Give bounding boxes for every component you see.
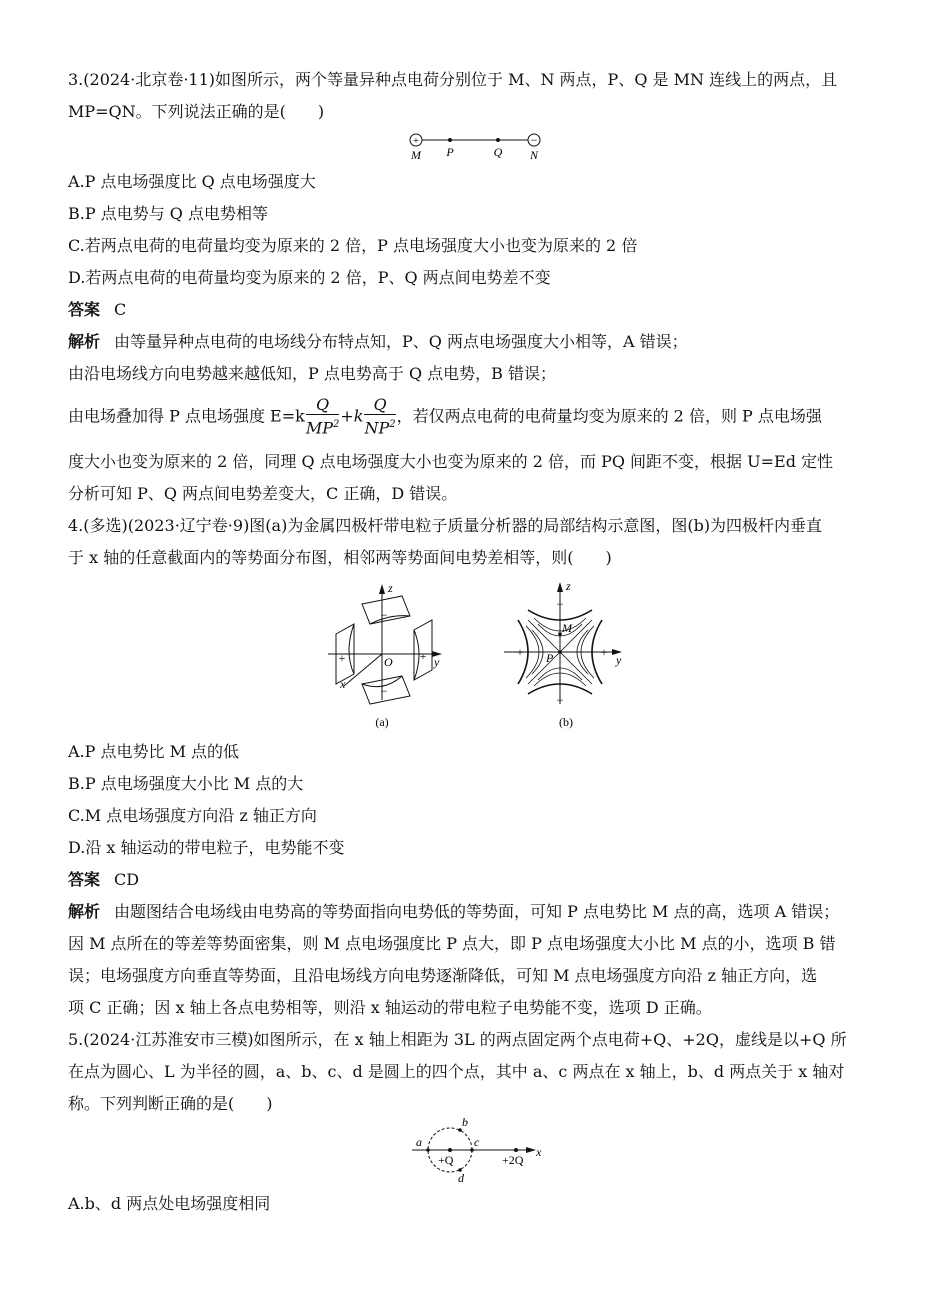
- fraction-2-numerator: Q: [364, 396, 395, 415]
- fraction-2-denominator: NP: [364, 418, 390, 438]
- analysis-label: 解析: [68, 332, 101, 351]
- fig-b-right-plus: +: [600, 645, 608, 659]
- q3-stem-line1: 3.(2024·北京卷·11)如图所示，两个等量异种点电荷分别位于 M、N 两点，P、Q 是 MN 连线上的两点，且: [68, 70, 838, 89]
- answer-label: 答案: [68, 870, 101, 889]
- q5-label-c: c: [474, 1135, 480, 1149]
- q5-label-plus-2q: +2Q: [502, 1153, 524, 1167]
- q4-option-d: D.沿 x 轴运动的带电粒子，电势能不变: [68, 838, 345, 857]
- q3-label-q: Q: [493, 145, 503, 159]
- q3-analysis-line5: 分析可知 P、Q 两点间电势差变大，C 正确，D 错误。: [68, 484, 458, 503]
- formula-prefix: 由电场叠加得 P 点电场强度 E=k: [68, 406, 305, 426]
- analysis-label: 解析: [68, 902, 101, 921]
- fraction-2-exponent: 2: [389, 419, 396, 430]
- q4-analysis-line3: 误；电场强度方向垂直等势面，且沿电场线方向电势逐渐降低，可知 M 点电场强度方向沿 z 轴正方向，选: [68, 966, 818, 985]
- q4-stem-line2: 于 x 轴的任意截面内的等势面分布图，相邻两等势面间电势差相等，则( ): [68, 548, 612, 567]
- q3-label-p: P: [446, 145, 454, 159]
- q3-option-a: A.P 点电场强度比 Q 点电场强度大: [68, 172, 316, 191]
- q3-analysis-line1: [68, 332, 688, 352]
- q5-x-label: x: [536, 1145, 542, 1159]
- q5-label-b: b: [462, 1115, 468, 1129]
- formula-plus-k: +k: [340, 406, 364, 426]
- q4-figure-b: [500, 574, 630, 734]
- fraction-1-denominator: MP: [305, 418, 333, 438]
- fraction-1-exponent: 2: [332, 419, 340, 430]
- q3-analysis-line2: 由沿电场线方向电势越来越低知，P 点电势高于 Q 点电势，B 错误；: [68, 364, 556, 383]
- formula-suffix: ，若仅两点电荷的电荷量均变为原来的 2 倍，则 P 点电场强: [396, 406, 822, 426]
- fig-b-bottom-minus: −: [556, 693, 564, 707]
- q3-minus-charge: −: [530, 133, 538, 147]
- fig-a-z-label: z: [388, 581, 393, 595]
- q3-answer: [68, 300, 126, 320]
- analysis-text: 由题图结合电场线由电势高的等势面指向电势低的等势面，可知 P 点电势比 M 点的高，选项 A 错误；: [114, 902, 840, 921]
- answer-value: CD: [114, 870, 140, 889]
- q5-stem-line3: 称。下列判断正确的是( ): [68, 1094, 273, 1113]
- fig-a-caption: (a): [375, 715, 389, 729]
- q4-figure-a: [322, 574, 452, 734]
- q4-answer: [68, 870, 139, 890]
- fig-a-x-label: x: [340, 677, 346, 691]
- q3-label-m: M: [411, 148, 421, 162]
- fig-b-m-label: M: [562, 621, 572, 635]
- q4-analysis-line4: 项 C 正确；因 x 轴上各点电势相等，则沿 x 轴运动的带电粒子电势能不变，选项 D 正确。: [68, 998, 712, 1017]
- answer-value: C: [114, 300, 127, 319]
- fig-b-p-label: P: [546, 651, 554, 665]
- q3-analysis-line4: 度大小也变为原来的 2 倍，同理 Q 点电场强度大小也变为原来的 2 倍，而 PQ 间距不变，根据 U=Ed 定性: [68, 452, 834, 471]
- fraction-1-numerator: Q: [306, 396, 340, 415]
- fig-b-z-label: z: [566, 579, 571, 593]
- fig-b-y-label: y: [616, 653, 622, 667]
- q4-analysis-line2: 因 M 点所在的等差等势面密集，则 M 点电场强度比 P 点大，即 P 点电场强度大小比 M 点的小，选项 B 错: [68, 934, 836, 953]
- q5-label-a: a: [416, 1135, 422, 1149]
- q3-analysis-formula-line: [68, 396, 822, 438]
- q5-label-d: d: [458, 1171, 464, 1184]
- q4-analysis-line1: [68, 902, 839, 922]
- fraction-2: [364, 396, 395, 438]
- fig-a-right-plus: +: [419, 649, 427, 663]
- fig-b-caption: (b): [559, 715, 573, 729]
- fig-a-y-label: y: [434, 655, 440, 669]
- analysis-text: 由等量异种点电荷的电场线分布特点知，P、Q 两点电场强度大小相等，A 错误；: [114, 332, 688, 351]
- q4-option-c: C.M 点电场强度方向沿 z 轴正方向: [68, 806, 317, 825]
- q3-plus-charge: +: [412, 135, 420, 147]
- q3-stem-line2: MP=QN。下列说法正确的是( ): [68, 102, 325, 121]
- fig-b-left-plus: +: [516, 645, 524, 659]
- q5-option-a: A.b、d 两点处电场强度相同: [68, 1194, 271, 1213]
- q3-option-c: C.若两点电荷的电荷量均变为原来的 2 倍，P 点电场强度大小也变为原来的 2 倍: [68, 236, 638, 255]
- fig-b-top-minus: −: [556, 597, 564, 611]
- fig-a-left-plus: +: [338, 651, 346, 665]
- q5-figure: [408, 1114, 548, 1184]
- q5-stem-line1: 5.(2024·江苏淮安市三模)如图所示，在 x 轴上相距为 3L 的两点固定两个点电荷+Q、+2Q，虚线是以+Q 所: [68, 1030, 847, 1049]
- fig-a-bottom-minus: −: [380, 684, 388, 698]
- q5-label-plus-q: +Q: [438, 1153, 454, 1167]
- q3-figure: [400, 128, 550, 164]
- answer-label: 答案: [68, 300, 101, 319]
- fig-a-origin-label: O: [384, 655, 393, 669]
- fraction-1: [306, 396, 340, 438]
- q4-option-b: B.P 点电场强度大小比 M 点的大: [68, 774, 304, 793]
- q3-label-n: N: [529, 148, 539, 162]
- fig-a-top-minus: −: [380, 608, 388, 622]
- q4-option-a: A.P 点电势比 M 点的低: [68, 742, 240, 761]
- q4-stem-line1: 4.(多选)(2023·辽宁卷·9)图(a)为金属四极杆带电粒子质量分析器的局部结构示意图，图(b)为四极杆内垂直: [68, 516, 823, 535]
- q3-option-d: D.若两点电荷的电荷量均变为原来的 2 倍，P、Q 两点间电势差不变: [68, 268, 551, 287]
- q3-option-b: B.P 点电势与 Q 点电势相等: [68, 204, 268, 223]
- q5-stem-line2: 在点为圆心、L 为半径的圆，a、b、c、d 是圆上的四个点，其中 a、c 两点在 x 轴上，b、d 两点关于 x 轴对: [68, 1062, 845, 1081]
